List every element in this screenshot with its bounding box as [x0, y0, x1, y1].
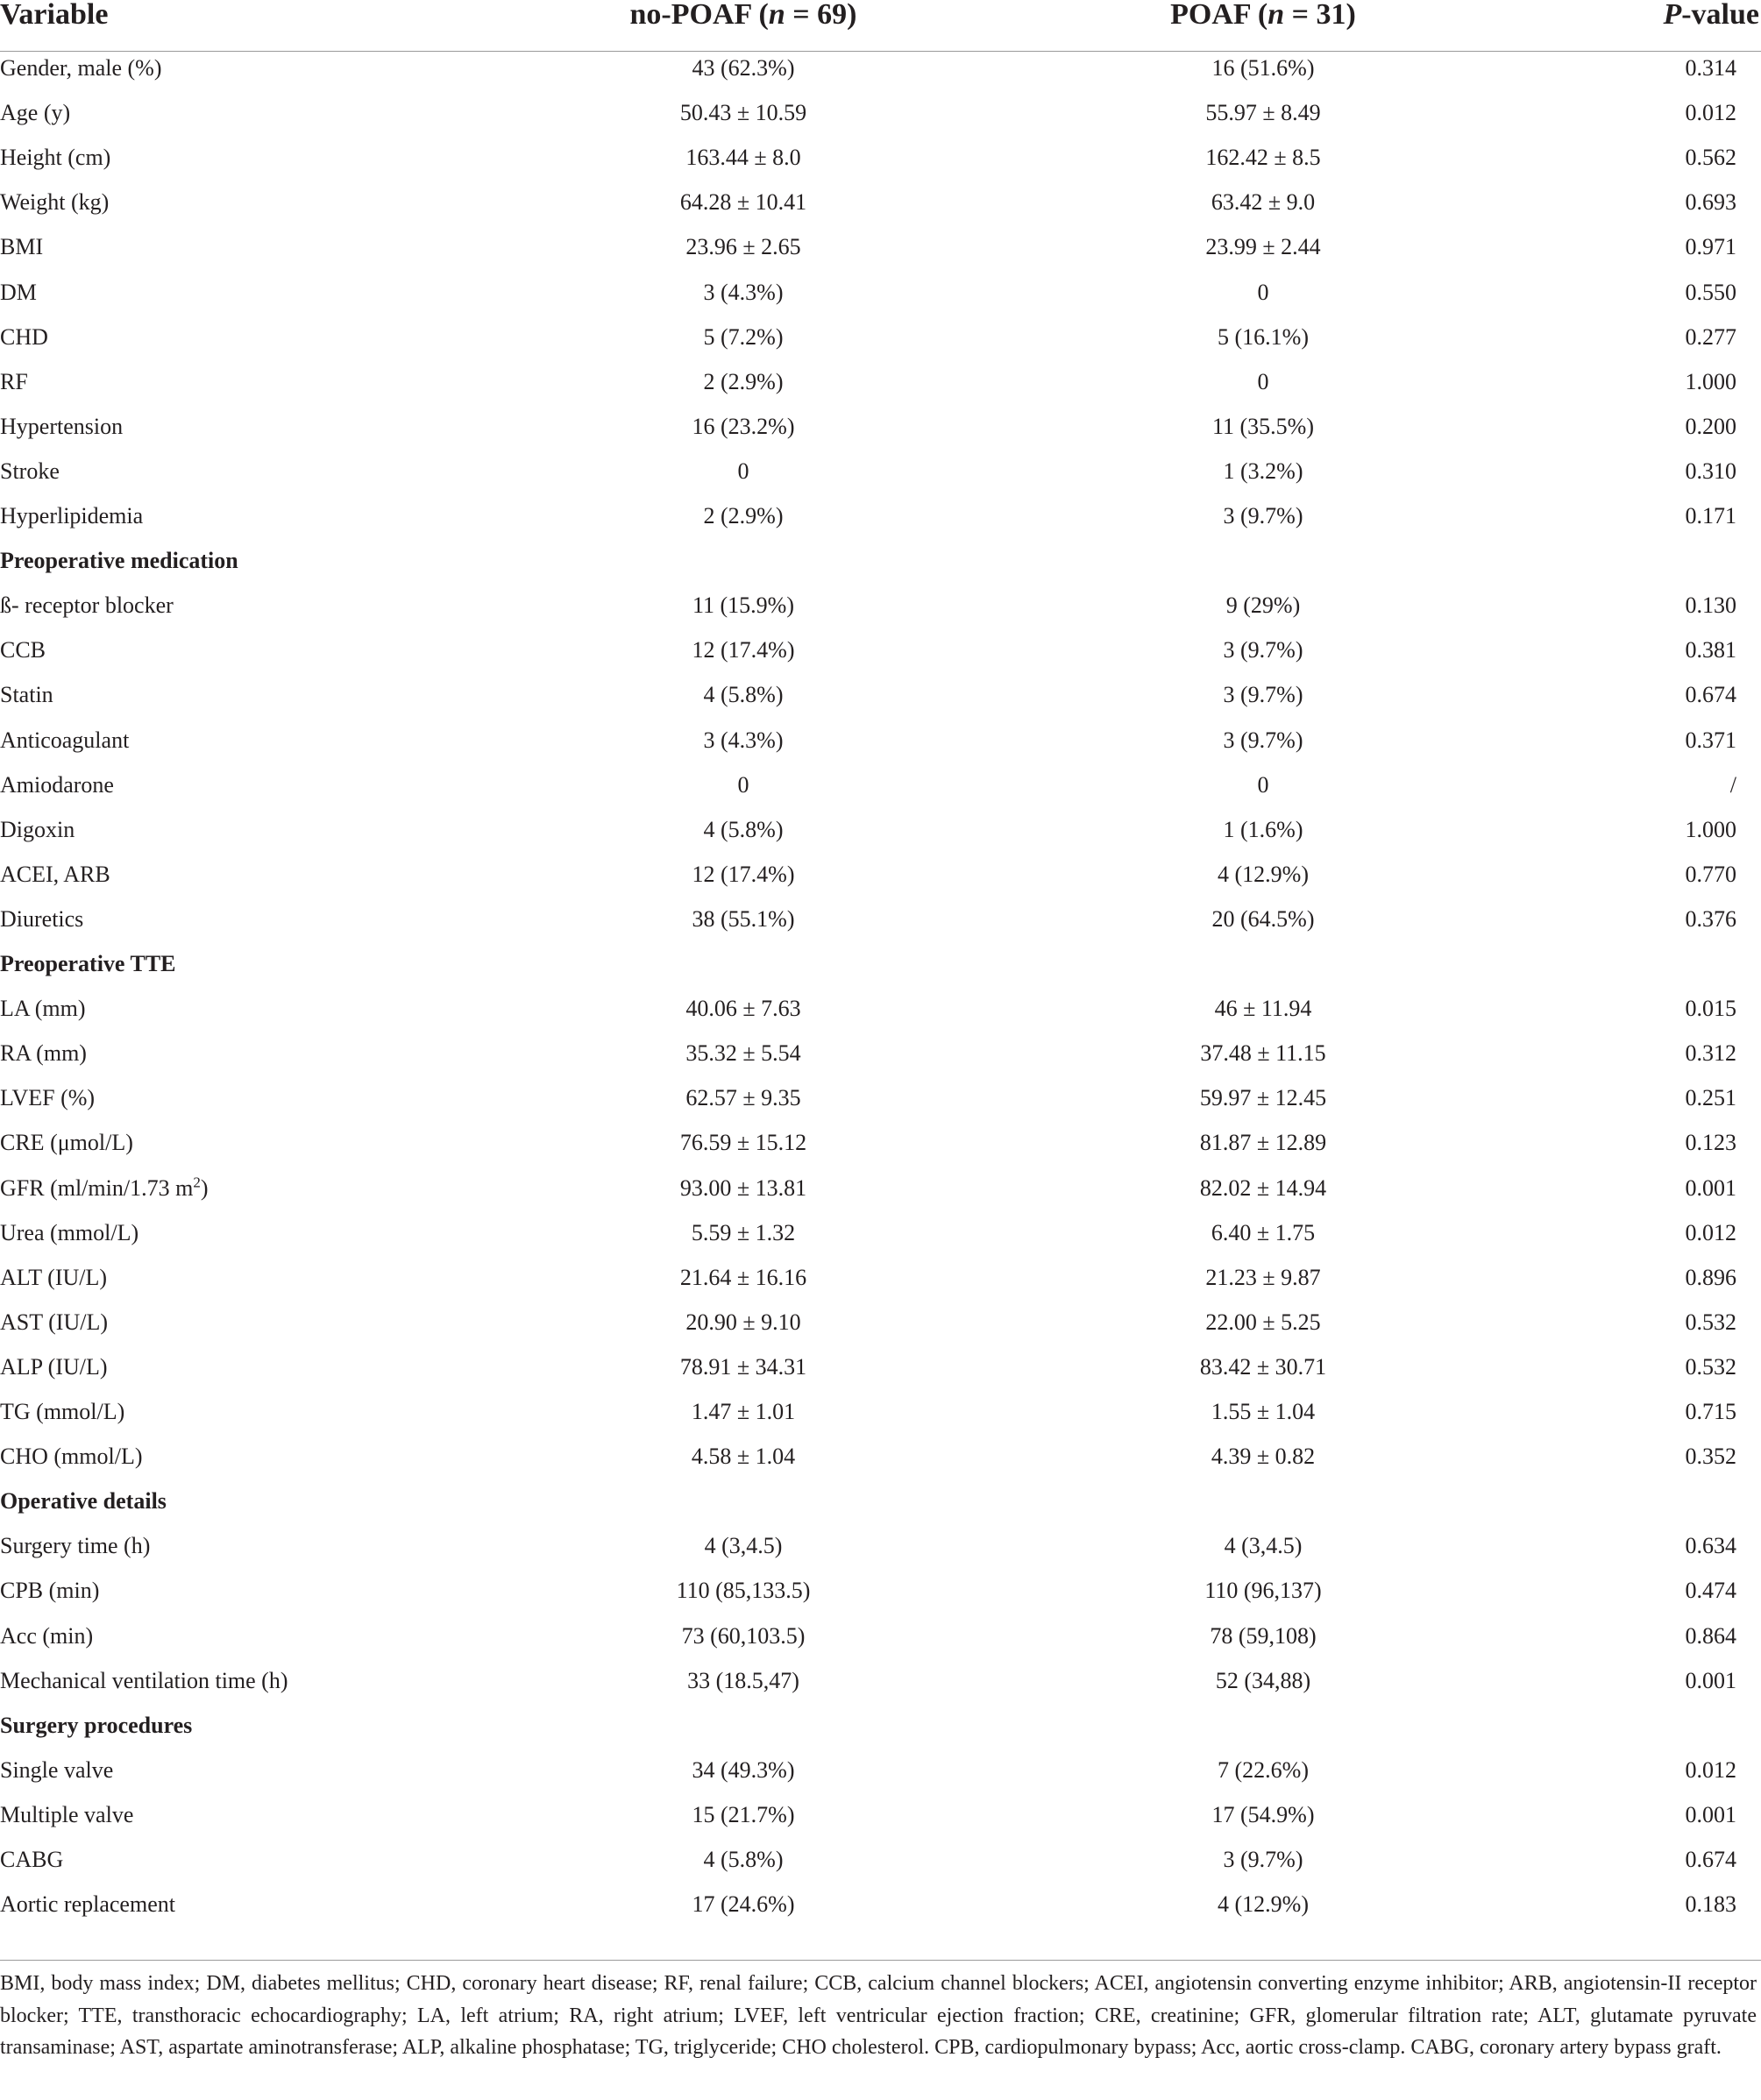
variable-label-text: CHO (mmol/L) [0, 1444, 143, 1470]
header-variable: Variable [0, 0, 109, 31]
p-value: 0.183 [1685, 1891, 1736, 1918]
table-row [0, 628, 1761, 672]
variable-label [0, 763, 114, 807]
variable-label-text: ACEI, ARB [0, 861, 110, 887]
p-value: 0.171 [1685, 503, 1736, 529]
no-poaf-value: 3 (4.3%) [703, 279, 784, 305]
p-value: 0.376 [1685, 905, 1736, 932]
variable-label [0, 180, 109, 224]
variable-label-text: BMI [0, 234, 44, 260]
variable-label-text: RF [0, 368, 28, 394]
p-value: 0.251 [1685, 1085, 1736, 1111]
variable-label [0, 1166, 208, 1210]
p-value: 0.770 [1685, 861, 1736, 887]
no-poaf-value: 12 (17.4%) [692, 637, 795, 663]
table-row [0, 852, 1761, 897]
variable-label [0, 1748, 113, 1792]
p-value: 0.674 [1685, 682, 1736, 708]
variable-label [0, 897, 83, 941]
variable-label-text: Surgery time (h) [0, 1533, 151, 1559]
variable-label [0, 628, 46, 672]
no-poaf-value: 4.58 ± 1.04 [691, 1444, 796, 1470]
no-poaf-value: 62.57 ± 9.35 [685, 1085, 801, 1111]
variable-label [0, 46, 161, 90]
table-row [0, 1434, 1761, 1479]
no-poaf-value: 5 (7.2%) [703, 323, 784, 350]
table-row [0, 986, 1761, 1031]
no-poaf-value: 34 (49.3%) [692, 1756, 795, 1783]
variable-label-text: LVEF (%) [0, 1085, 96, 1111]
header-no-poaf-suffix: = 69) [785, 0, 857, 31]
p-value: 0.012 [1685, 100, 1736, 126]
poaf-value: 3 (9.7%) [1223, 682, 1303, 708]
no-poaf-value: 4 (5.8%) [703, 816, 784, 842]
table-row [0, 1658, 1761, 1703]
no-poaf-value: 1.47 ± 1.01 [691, 1399, 796, 1424]
p-value: 0.550 [1685, 279, 1736, 305]
table-row [0, 1166, 1761, 1210]
poaf-value: 16 (51.6%) [1211, 55, 1315, 81]
poaf-value: 23.99 ± 2.44 [1205, 234, 1321, 260]
header-p-italic: P [1663, 0, 1682, 31]
variable-label-text: TG (mmol/L) [0, 1399, 125, 1424]
variable-label [0, 1120, 133, 1165]
no-poaf-value: 11 (15.9%) [692, 592, 795, 619]
section-header-row [0, 538, 1761, 583]
variable-label-text: Acc (min) [0, 1622, 94, 1649]
variable-label-text: AST (IU/L) [0, 1309, 109, 1335]
p-value: 0.130 [1685, 592, 1736, 619]
p-value: 0.352 [1685, 1444, 1736, 1470]
section-label [0, 1703, 192, 1748]
header-no-poaf-n: n [768, 0, 785, 31]
variable-label [0, 1210, 138, 1255]
poaf-value: 1 (3.2%) [1223, 458, 1303, 484]
poaf-value: 78 (59,108) [1210, 1622, 1317, 1649]
variable-label-text: CCB [0, 637, 46, 663]
no-poaf-value: 0 [737, 458, 749, 484]
table-row [0, 1523, 1761, 1568]
no-poaf-value: 64.28 ± 10.41 [679, 189, 807, 216]
variable-label-text: ALP (IU/L) [0, 1353, 108, 1380]
variable-label [0, 1882, 175, 1926]
poaf-value: 82.02 ± 14.94 [1199, 1174, 1327, 1201]
variable-label-text: Aortic replacement [0, 1891, 175, 1918]
p-value: 0.693 [1685, 189, 1736, 216]
variable-label [0, 852, 110, 897]
no-poaf-value: 163.44 ± 8.0 [685, 145, 801, 171]
p-value: 0.123 [1685, 1130, 1736, 1156]
p-value: 0.474 [1685, 1578, 1736, 1604]
table-row [0, 315, 1761, 359]
no-poaf-value: 93.00 ± 13.81 [679, 1174, 807, 1201]
p-value: 0.381 [1685, 637, 1736, 663]
table-row [0, 180, 1761, 224]
p-value: 1.000 [1685, 816, 1736, 842]
variable-label [0, 90, 70, 135]
poaf-value: 11 (35.5%) [1211, 413, 1315, 439]
table-row [0, 1792, 1761, 1837]
header-poaf [1170, 0, 1356, 30]
variable-label [0, 404, 123, 449]
poaf-value: 9 (29%) [1225, 592, 1301, 619]
poaf-value: 7 (22.6%) [1218, 1756, 1309, 1783]
no-poaf-value: 2 (2.9%) [703, 368, 784, 394]
variable-label-suffix: ) [200, 1174, 209, 1201]
no-poaf-value: 73 (60,103.5) [681, 1622, 806, 1649]
section-header-row [0, 941, 1761, 986]
variable-label-text: Hyperlipidemia [0, 503, 144, 529]
section-header-row [0, 1479, 1761, 1523]
header-p-value [1663, 0, 1759, 30]
poaf-value: 0 [1257, 771, 1269, 798]
variable-label-text: LA (mm) [0, 996, 86, 1022]
table-row [0, 583, 1761, 628]
no-poaf-value: 17 (24.6%) [692, 1891, 795, 1918]
variable-label [0, 1837, 63, 1882]
p-value: 0.200 [1685, 413, 1736, 439]
poaf-value: 63.42 ± 9.0 [1211, 189, 1316, 216]
poaf-value: 46 ± 11.94 [1214, 996, 1312, 1022]
poaf-value: 22.00 ± 5.25 [1205, 1309, 1321, 1335]
p-value: 0.532 [1685, 1353, 1736, 1380]
variable-label-text: Age (y) [0, 100, 71, 126]
no-poaf-value: 76.59 ± 15.12 [679, 1130, 807, 1156]
table-row [0, 897, 1761, 941]
variable-label [0, 1523, 150, 1568]
variable-label-text: Stroke [0, 458, 60, 484]
variable-label [0, 807, 75, 852]
variable-label [0, 315, 48, 359]
variable-label [0, 1792, 133, 1837]
no-poaf-value: 78.91 ± 34.31 [679, 1353, 807, 1380]
poaf-value: 83.42 ± 30.71 [1199, 1353, 1327, 1380]
variable-label [0, 583, 174, 628]
poaf-value: 52 (34,88) [1215, 1667, 1311, 1693]
table-row [0, 224, 1761, 269]
table-row [0, 404, 1761, 449]
poaf-value: 162.42 ± 8.5 [1205, 145, 1321, 171]
variable-label-text: Diuretics [0, 905, 84, 932]
variable-label-superscript: 2 [193, 1173, 201, 1190]
poaf-value: 4 (3,4.5) [1224, 1533, 1303, 1559]
table-row [0, 90, 1761, 135]
table-row [0, 1614, 1761, 1658]
variable-label [0, 1255, 107, 1300]
header-no-poaf [630, 0, 857, 30]
no-poaf-value: 21.64 ± 16.16 [679, 1264, 807, 1290]
variable-label-text: Amiodarone [0, 771, 114, 798]
no-poaf-value: 3 (4.3%) [703, 727, 784, 753]
header-poaf-prefix: POAF ( [1170, 0, 1268, 31]
poaf-value: 4 (12.9%) [1218, 861, 1309, 887]
variable-label-text: Digoxin [0, 816, 75, 842]
header-poaf-n: n [1267, 0, 1285, 31]
variable-label-text: DM [0, 279, 37, 305]
poaf-value: 0 [1257, 279, 1269, 305]
p-value: 0.277 [1685, 323, 1736, 350]
variable-label [0, 359, 28, 404]
variable-label-text: RA (mm) [0, 1040, 87, 1067]
table-row [0, 449, 1761, 493]
variable-label-text: CABG [0, 1847, 64, 1872]
variable-label-text: Single valve [0, 1756, 114, 1783]
table-row [0, 763, 1761, 807]
no-poaf-value: 4 (5.8%) [703, 1847, 784, 1872]
p-value: 0.674 [1685, 1847, 1736, 1872]
poaf-value: 3 (9.7%) [1223, 1847, 1303, 1872]
variable-label [0, 1344, 108, 1389]
poaf-value: 4 (12.9%) [1218, 1891, 1309, 1918]
variable-label [0, 135, 110, 180]
p-value: 0.715 [1685, 1399, 1736, 1424]
p-value: 0.001 [1685, 1667, 1736, 1693]
no-poaf-value: 23.96 ± 2.65 [685, 234, 801, 260]
table-row [0, 1075, 1761, 1120]
section-label [0, 1479, 167, 1523]
poaf-value: 1 (1.6%) [1223, 816, 1303, 842]
p-value: / [1729, 771, 1736, 798]
p-value: 0.532 [1685, 1309, 1736, 1335]
table-footnote: BMI, body mass index; DM, diabetes mellitus; CHD, coronary heart disease; RF, renal failure; CCB, calcium channel blockers; ACEI, angiotensin converting enzyme inhibitor; ARB, angiotensin-II receptor blocker; TTE, transthoracic echocardiography; LA, left atrium; RA, right atrium; LVEF, left ventricular ejection fraction; CRE, creatinine; GFR, glomerular filtration rate; ALT, glutamate pyruvate transaminase; AST, aspartate aminotransferase; ALP, alkaline phosphatase; TG, triglyceride; CHO cholesterol. CPB, cardiopulmonary bypass; Acc, aortic cross-clamp. CABG, coronary artery bypass graft. [0, 1972, 1757, 2059]
p-value: 0.896 [1685, 1264, 1736, 1290]
variable-label-text: Anticoagulant [0, 727, 130, 753]
poaf-value: 20 (64.5%) [1211, 905, 1315, 932]
header-p-suffix: -value [1681, 0, 1759, 31]
variable-label-text: GFR (ml/min/1.73 m [0, 1174, 194, 1201]
table-row [0, 270, 1761, 315]
p-value: 0.310 [1685, 458, 1736, 484]
header-poaf-suffix: = 31) [1284, 0, 1356, 31]
no-poaf-value: 33 (18.5,47) [687, 1667, 799, 1693]
variable-label-text: CRE (μmol/L) [0, 1130, 133, 1156]
poaf-value: 4.39 ± 0.82 [1211, 1444, 1316, 1470]
variable-label [0, 1568, 99, 1613]
no-poaf-value: 38 (55.1%) [692, 905, 795, 932]
variable-label [0, 718, 129, 763]
section-label [0, 538, 238, 583]
header-no-poaf-prefix: no-POAF ( [629, 0, 769, 31]
poaf-value: 110 (96,137) [1204, 1578, 1322, 1604]
variable-label-text: ß- receptor blocker [0, 592, 174, 619]
no-poaf-value: 50.43 ± 10.59 [679, 100, 807, 126]
poaf-value: 37.48 ± 11.15 [1200, 1040, 1326, 1067]
table-row [0, 135, 1761, 180]
table-row [0, 493, 1761, 538]
variable-label-text: Statin [0, 682, 53, 708]
p-value: 0.312 [1685, 1040, 1736, 1067]
table-row [0, 1255, 1761, 1300]
variable-label [0, 224, 43, 269]
variable-label [0, 1300, 108, 1344]
table-row [0, 46, 1761, 90]
variable-label [0, 1031, 87, 1075]
table-row [0, 672, 1761, 717]
variable-label-text: Mechanical ventilation time (h) [0, 1667, 288, 1693]
no-poaf-value: 12 (17.4%) [692, 861, 795, 887]
p-value: 0.371 [1685, 727, 1736, 753]
variable-label [0, 270, 37, 315]
variable-label-text: Preoperative TTE [0, 951, 176, 976]
poaf-value: 5 (16.1%) [1218, 323, 1309, 350]
poaf-value: 17 (54.9%) [1211, 1801, 1315, 1827]
poaf-value: 3 (9.7%) [1223, 503, 1303, 529]
table-row [0, 1344, 1761, 1389]
p-value: 0.012 [1685, 1756, 1736, 1783]
poaf-value: 0 [1257, 368, 1269, 394]
no-poaf-value: 43 (62.3%) [692, 55, 795, 81]
no-poaf-value: 20.90 ± 9.10 [685, 1309, 801, 1335]
table-row [0, 807, 1761, 852]
variable-label-text: Height (cm) [0, 145, 111, 171]
section-header-row [0, 1703, 1761, 1748]
variable-label-text: Gender, male (%) [0, 55, 162, 81]
variable-label [0, 1389, 124, 1434]
no-poaf-value: 5.59 ± 1.32 [691, 1219, 796, 1245]
variable-label-text: Weight (kg) [0, 189, 110, 216]
table-row [0, 1882, 1761, 1926]
poaf-value: 81.87 ± 12.89 [1199, 1130, 1327, 1156]
poaf-value: 3 (9.7%) [1223, 637, 1303, 663]
variable-label-text: CHD [0, 323, 48, 350]
table-row [0, 359, 1761, 404]
no-poaf-value: 15 (21.7%) [692, 1801, 795, 1827]
p-value: 1.000 [1685, 368, 1736, 394]
poaf-value: 55.97 ± 8.49 [1205, 100, 1321, 126]
no-poaf-value: 110 (85,133.5) [676, 1578, 811, 1604]
poaf-value: 6.40 ± 1.75 [1211, 1219, 1316, 1245]
p-value: 0.001 [1685, 1801, 1736, 1827]
p-value: 0.001 [1685, 1174, 1736, 1201]
poaf-value: 59.97 ± 12.45 [1199, 1085, 1327, 1111]
variable-label [0, 1434, 143, 1479]
no-poaf-value: 2 (2.9%) [703, 503, 784, 529]
variable-label-text: Urea (mmol/L) [0, 1219, 139, 1245]
no-poaf-value: 4 (5.8%) [703, 682, 784, 708]
poaf-value: 3 (9.7%) [1223, 727, 1303, 753]
table-bottom-rule [0, 1960, 1761, 1961]
variable-label [0, 1614, 93, 1658]
p-value: 0.864 [1685, 1622, 1736, 1649]
no-poaf-value: 0 [737, 771, 749, 798]
variable-label [0, 1658, 288, 1703]
variable-label-text: Operative details [0, 1488, 167, 1515]
variable-label-text: CPB (min) [0, 1578, 100, 1604]
variable-label-text: Preoperative medication [0, 548, 238, 574]
variable-label [0, 672, 53, 717]
p-value: 0.015 [1685, 996, 1736, 1022]
table-row [0, 1568, 1761, 1613]
table-row [0, 1120, 1761, 1165]
no-poaf-value: 16 (23.2%) [692, 413, 795, 439]
table-header-row [0, 0, 1761, 52]
poaf-value: 1.55 ± 1.04 [1211, 1399, 1316, 1424]
variable-label [0, 493, 143, 538]
p-value: 0.012 [1685, 1219, 1736, 1245]
p-value: 0.971 [1685, 234, 1736, 260]
variable-label [0, 1075, 95, 1120]
section-label [0, 941, 176, 986]
variable-label-text: Surgery procedures [0, 1712, 193, 1738]
variable-label [0, 449, 60, 493]
table-row [0, 718, 1761, 763]
no-poaf-value: 4 (3,4.5) [704, 1533, 783, 1559]
no-poaf-value: 40.06 ± 7.63 [685, 996, 801, 1022]
table-row [0, 1210, 1761, 1255]
p-value: 0.314 [1685, 55, 1736, 81]
table-row [0, 1389, 1761, 1434]
variable-label [0, 986, 86, 1031]
table-row [0, 1837, 1761, 1882]
poaf-value: 21.23 ± 9.87 [1205, 1264, 1321, 1290]
variable-label-text: Multiple valve [0, 1801, 134, 1827]
p-value: 0.562 [1685, 145, 1736, 171]
no-poaf-value: 35.32 ± 5.54 [685, 1040, 801, 1067]
table-row [0, 1748, 1761, 1792]
table-row [0, 1300, 1761, 1344]
table-row [0, 1031, 1761, 1075]
p-value: 0.634 [1685, 1533, 1736, 1559]
variable-label-text: ALT (IU/L) [0, 1264, 108, 1290]
variable-label-text: Hypertension [0, 413, 124, 439]
